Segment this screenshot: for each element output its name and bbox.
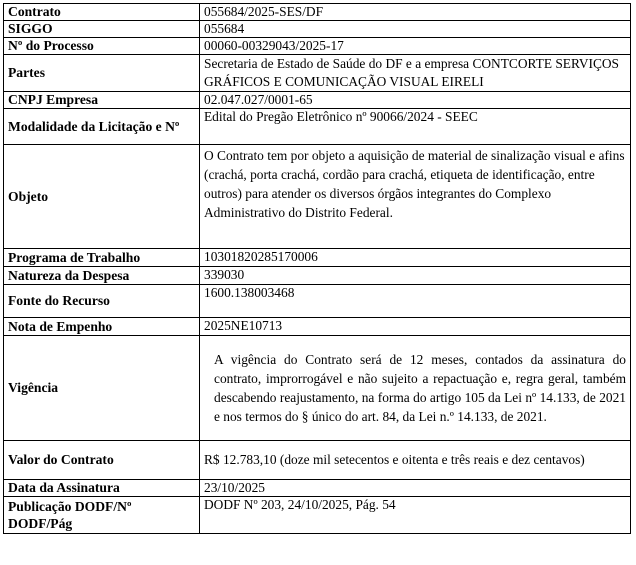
- row-objeto: [4, 145, 631, 249]
- label-fonte: Fonte do Recurso: [4, 285, 200, 318]
- value-publicacao: DODF Nº 203, 24/10/2025, Pág. 54: [200, 497, 631, 534]
- value-valor: R$ 12.783,10 (doze mil setecentos e oitenta e três reais e dez centavos): [200, 441, 631, 480]
- label-empenho: Nota de Empenho: [4, 318, 200, 336]
- value-contrato: 055684/2025-SES/DF: [200, 4, 631, 21]
- value-vigencia: A vigência do Contrato será de 12 meses, contados da assinatura do contrato, improrrogável e não sujeito a repactuação e, regra geral, também descabendo reajustamento, na forma do artigo 105 da Lei nº 14.133, de 2021 e nos termos do § único do art. 84, da Lei n.º 14.133, de 2021.: [200, 336, 631, 441]
- label-processo: Nº do Processo: [4, 38, 200, 55]
- row-natureza: [4, 267, 631, 285]
- value-partes: Secretaria de Estado de Saúde do DF e a empresa CONTCORTE SERVIÇOS GRÁFICOS E COMUNICAÇÃO VISUAL EIRELI: [200, 55, 631, 92]
- value-modalidade: Edital do Pregão Eletrônico nº 90066/2024 - SEEC: [200, 109, 631, 145]
- row-fonte: [4, 285, 631, 318]
- row-modalidade: [4, 109, 631, 145]
- label-partes: Partes: [4, 55, 200, 92]
- value-empenho: 2025NE10713: [200, 318, 631, 336]
- label-valor: Valor do Contrato: [4, 441, 200, 480]
- row-siggo: [4, 21, 631, 38]
- row-publicacao: [4, 497, 631, 534]
- row-programa: [4, 249, 631, 267]
- row-valor: [4, 441, 631, 480]
- label-siggo: SIGGO: [4, 21, 200, 38]
- label-programa: Programa de Trabalho: [4, 249, 200, 267]
- row-vigencia: [4, 336, 631, 441]
- row-cnpj: [4, 92, 631, 109]
- label-data-assinatura: Data da Assinatura: [4, 480, 200, 497]
- row-partes: [4, 55, 631, 92]
- row-processo: [4, 38, 631, 55]
- value-programa: 10301820285170006: [200, 249, 631, 267]
- value-siggo: 055684: [200, 21, 631, 38]
- label-modalidade: Modalidade da Licitação e Nº: [4, 109, 200, 145]
- value-fonte: 1600.138003468: [200, 285, 631, 318]
- value-natureza: 339030: [200, 267, 631, 285]
- value-objeto: O Contrato tem por objeto a aquisição de material de sinalização visual e afins (crachá, porta crachá, cordão para crachá, etiqueta de identificação, entre outros) para atender os diversos órgãos integrantes do Complexo Administrativo do Distrito Federal.: [200, 145, 631, 249]
- row-contrato: [4, 4, 631, 21]
- value-data-assinatura: 23/10/2025: [200, 480, 631, 497]
- label-cnpj: CNPJ Empresa: [4, 92, 200, 109]
- row-empenho: [4, 318, 631, 336]
- label-natureza: Natureza da Despesa: [4, 267, 200, 285]
- label-objeto: Objeto: [4, 145, 200, 249]
- label-contrato: Contrato: [4, 4, 200, 21]
- value-cnpj: 02.047.027/0001-65: [200, 92, 631, 109]
- label-publicacao: Publicação DODF/Nº DODF/Pág: [4, 497, 200, 534]
- contract-summary-table: [3, 3, 631, 534]
- value-processo: 00060-00329043/2025-17: [200, 38, 631, 55]
- label-vigencia: Vigência: [4, 336, 200, 441]
- row-data-assinatura: [4, 480, 631, 497]
